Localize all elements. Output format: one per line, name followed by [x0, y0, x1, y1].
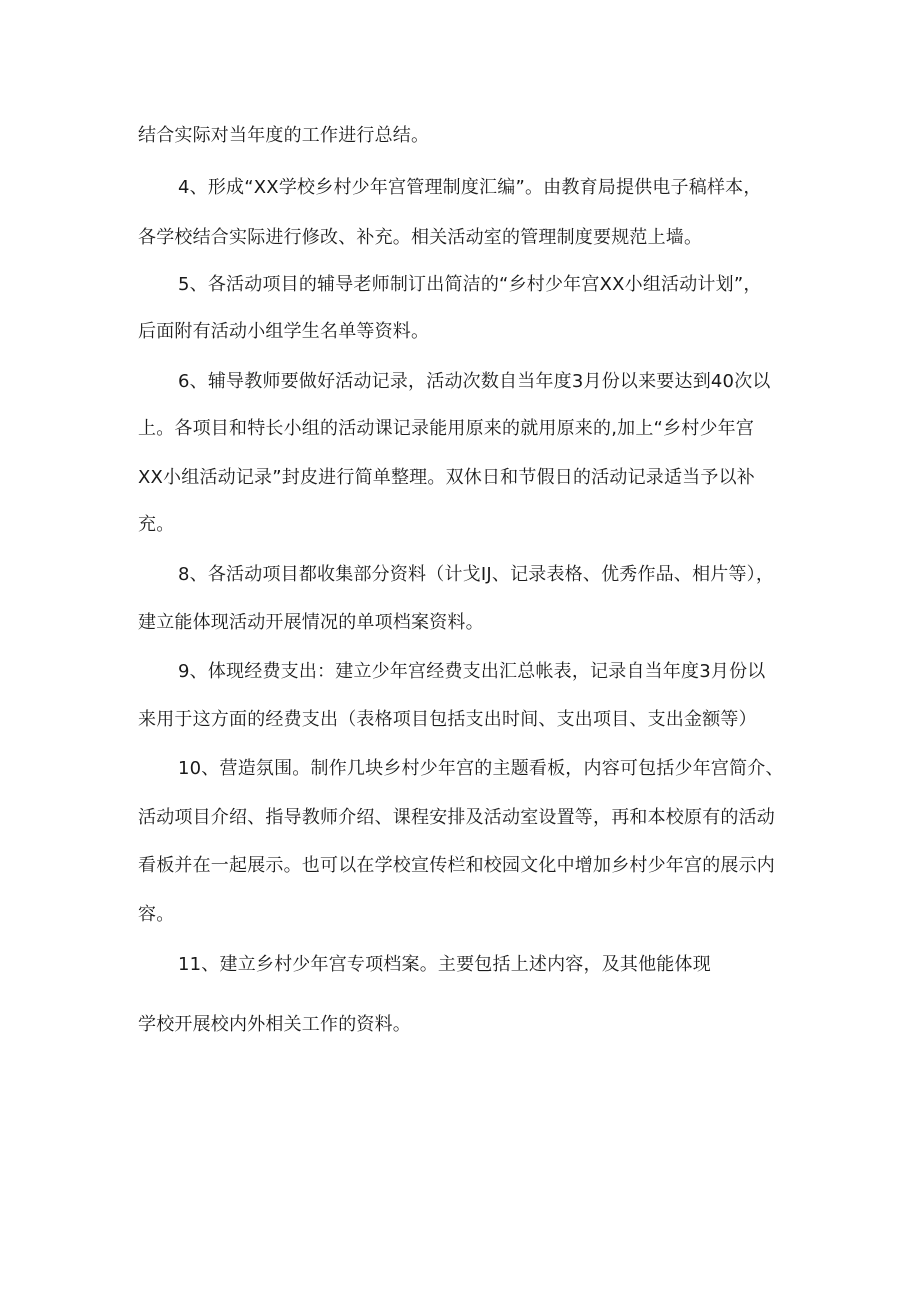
paragraph-5-line-2: 后面附有活动小组学生名单等资料。 [138, 321, 430, 342]
paragraph-10-line-1: 10、营造氛围。制作几块乡村少年宫的主题看板，内容可包括少年宫简介、 [178, 758, 784, 779]
paragraph-5-line-1: 5、各活动项目的辅导老师制订出简洁的“乡村少年宫XX小组活动计划”， [178, 274, 762, 295]
paragraph-9-line-2: 来用于这方面的经费支出（表格项目包括支出时间、支出项目、支出金额等） [138, 709, 757, 730]
paragraph-3-line-2: 结合实际对当年度的工作进行总结。 [138, 125, 430, 146]
paragraph-6-line-2: 上。各项目和特长小组的活动课记录能用原来的就用原来的,加上“乡村少年宫 [138, 418, 755, 439]
paragraph-10-line-3: 看板并在一起展示。也可以在学校宣传栏和校园文化中增加乡村少年宫的展示内 [138, 855, 775, 876]
paragraph-10-line-4: 容。 [138, 904, 175, 925]
paragraph-8-line-1: 8、各活动项目都收集部分资料（计戈IJ、记录表格、优秀作品、相片等）， [178, 564, 775, 585]
paragraph-11-line-1: 11、建立乡村少年宫专项档案。主要包括上述内容，及其他能体现 [178, 954, 711, 975]
paragraph-10-line-2: 活动项目介绍、指导教师介绍、课程安排及活动室设置等，再和本校原有的活动 [138, 807, 775, 828]
paragraph-6-line-3: XX小组活动记录”封皮进行简单整理。双休日和节假日的活动记录适当予以补 [138, 467, 755, 488]
paragraph-4-line-1: 4、形成“XX学校乡村少年宫管理制度汇编”。由教育局提供电子稿样本， [178, 177, 762, 198]
paragraph-8-line-2: 建立能体现活动开展情况的单项档案资料。 [138, 612, 484, 633]
paragraph-6-line-1: 6、辅导教师要做好活动记录，活动次数自当年度3月份以来要达到40次以 [178, 371, 771, 392]
paragraph-9-line-1: 9、体现经费支出：建立少年宫经费支出汇总帐表，记录自当年度3月份以 [178, 661, 766, 682]
paragraph-6-line-4: 充。 [138, 514, 175, 535]
paragraph-11-line-2: 学校开展校内外相关工作的资料。 [138, 1014, 411, 1035]
paragraph-4-line-2: 各学校结合实际进行修改、补充。相关活动室的管理制度要规范上墙。 [138, 227, 703, 248]
